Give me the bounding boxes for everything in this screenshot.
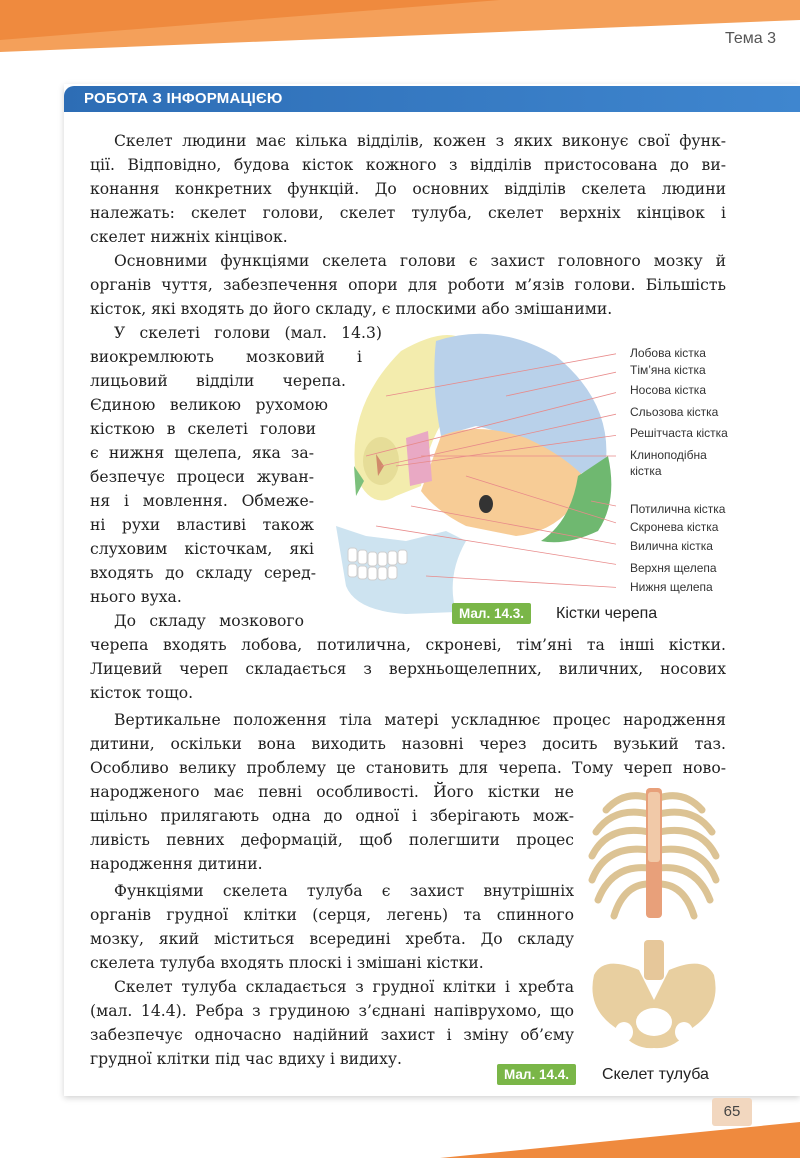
paragraph-2-l3: кісток, які входять до його складу, є плоскими або змішаними. <box>90 300 613 318</box>
paragraph-4-l2: черепа входять лобова, потилична, скроневі, тім’яні та інші кістки. <box>90 636 726 654</box>
paragraph-7-l1: Скелет тулуба складається з грудної клітки і хребта <box>114 978 574 996</box>
label-sphenoid-bone-l2: кістка <box>630 464 662 478</box>
label-zygomatic-bone: Вилична кістка <box>630 539 713 553</box>
paragraph-3-l12: нього вуха. <box>90 588 182 606</box>
label-lacrimal-bone: Сльозова кістка <box>630 405 719 419</box>
figure-14-3-caption: Кістки черепа <box>556 605 658 622</box>
paragraph-7-l2: (мал. 14.4). Ребра з грудиною з’єднані напіврухомо, що <box>90 1002 574 1020</box>
theme-label: Тема 3 <box>724 30 776 47</box>
label-frontal-bone: Лобова кістка <box>630 346 706 360</box>
paragraph-1-l2: ції. Відповідно, будова кісток кожного з відділів пристосована до ви- <box>90 156 726 174</box>
paragraph-5-l2: дитини, оскільки вона виходить назовні через досить вузький таз. <box>90 735 726 753</box>
figure-14-3-number: Мал. 14.3. <box>452 603 531 624</box>
pelvis-illustration <box>584 940 724 1055</box>
figure-14-4-number: Мал. 14.4. <box>497 1064 576 1085</box>
paragraph-6-l2: органів грудної клітки (серця, легень) та спинного <box>90 906 574 924</box>
paragraph-4-l3: Лицевий череп складається з верхньощелепних, виличних, носових <box>90 660 726 678</box>
paragraph-3-l8: ня і мовлення. Обмеже- <box>90 492 314 510</box>
label-ethmoid-bone: Решітчаста кістка <box>630 426 728 440</box>
paragraph-3-l3: лицьовий відділи черепа. <box>90 372 346 390</box>
paragraph-6-l3: мозку, який міститься всередині хребта. До складу <box>90 930 574 948</box>
paragraph-5-l1: Вертикальне положення тіла матері ускладнює процес народження <box>114 711 726 729</box>
paragraph-1-l1: Скелет людини має кілька відділів, кожен з яких виконує свої функ- <box>114 132 726 150</box>
top-decorative-band <box>0 0 800 70</box>
label-maxilla: Верхня щелепа <box>630 561 717 575</box>
paragraph-6-l1: Функціями скелета тулуба є захист внутрішніх <box>114 882 574 900</box>
paragraph-3-l9: ні рухи властиві також <box>90 516 314 534</box>
paragraph-7-l3: забезпечує одночасно надійний захист і зміну об’єму <box>90 1026 574 1044</box>
paragraph-1-l3: конання конкретних функцій. До основних відділів скелета людини <box>90 180 726 198</box>
paragraph-3-l7: безпечує процеси жуван- <box>90 468 314 486</box>
label-temporal-bone: Скронева кістка <box>630 520 719 534</box>
paragraph-1-l5: скелет нижніх кінцівок. <box>90 228 288 246</box>
paragraph-3-l10: слуховим кісточкам, які <box>90 540 314 558</box>
label-mandible: Нижня щелепа <box>630 580 713 594</box>
rib-cage-illustration <box>584 780 724 930</box>
paragraph-7-l4: грудної клітки під час вдиху і видиху. <box>90 1050 402 1068</box>
paragraph-5-l3: Особливо велику проблему це становить для черепа. Тому череп ново- <box>90 759 726 777</box>
label-occipital-bone: Потилична кістка <box>630 502 726 516</box>
paragraph-3-l11: входять до складу серед- <box>90 564 316 582</box>
label-sphenoid-bone-l1: Клиноподібна <box>630 448 707 462</box>
paragraph-2-l1: Основними функціями скелета голови є захист головного мозку й <box>114 252 726 270</box>
paragraph-1-l4: належать: скелет голови, скелет тулуба, скелет верхніх кінцівок і <box>90 204 726 222</box>
paragraph-5-l7: народження дитини. <box>90 855 263 873</box>
paragraph-3-l6: є нижня щелепа, яка за- <box>90 444 314 462</box>
bottom-decorative-band <box>0 1118 800 1158</box>
paragraph-4-l4: кісток тощо. <box>90 684 194 702</box>
paragraph-5-l5: щільно прилягають одна до одної і зберігають мож- <box>90 807 574 825</box>
figure-14-4-caption: Скелет тулуба <box>602 1066 709 1083</box>
section-header <box>64 86 800 112</box>
section-title: РОБОТА З ІНФОРМАЦІЄЮ <box>84 90 283 107</box>
paragraph-5-l6: ливість певних деформацій, щоб полегшити процес <box>90 831 574 849</box>
paragraph-4-l1: До складу мозкового <box>114 612 304 630</box>
paragraph-6-l4: скелета тулуба входять плоскі і змішані кістки. <box>90 954 484 972</box>
paragraph-3-l1: У скелеті голови (мал. 14.3) <box>114 324 382 342</box>
page-number: 65 <box>712 1098 752 1126</box>
paragraph-2-l2: органів чуття, забезпечення опори для роботи м’язів голови. Більшість <box>90 276 726 294</box>
skull-illustration <box>326 326 616 616</box>
paragraph-3-l5: кісткою в скелеті голови <box>90 420 316 438</box>
label-nasal-bone: Носова кістка <box>630 383 706 397</box>
paragraph-5-l4: народженого має певні особливості. Його кістки не <box>90 783 574 801</box>
paragraph-3-l2: виокремлюють мозковий і <box>90 348 362 366</box>
paragraph-3-l4: Єдиною великою рухомою <box>90 396 328 414</box>
label-parietal-bone: Тім’яна кістка <box>630 363 706 377</box>
